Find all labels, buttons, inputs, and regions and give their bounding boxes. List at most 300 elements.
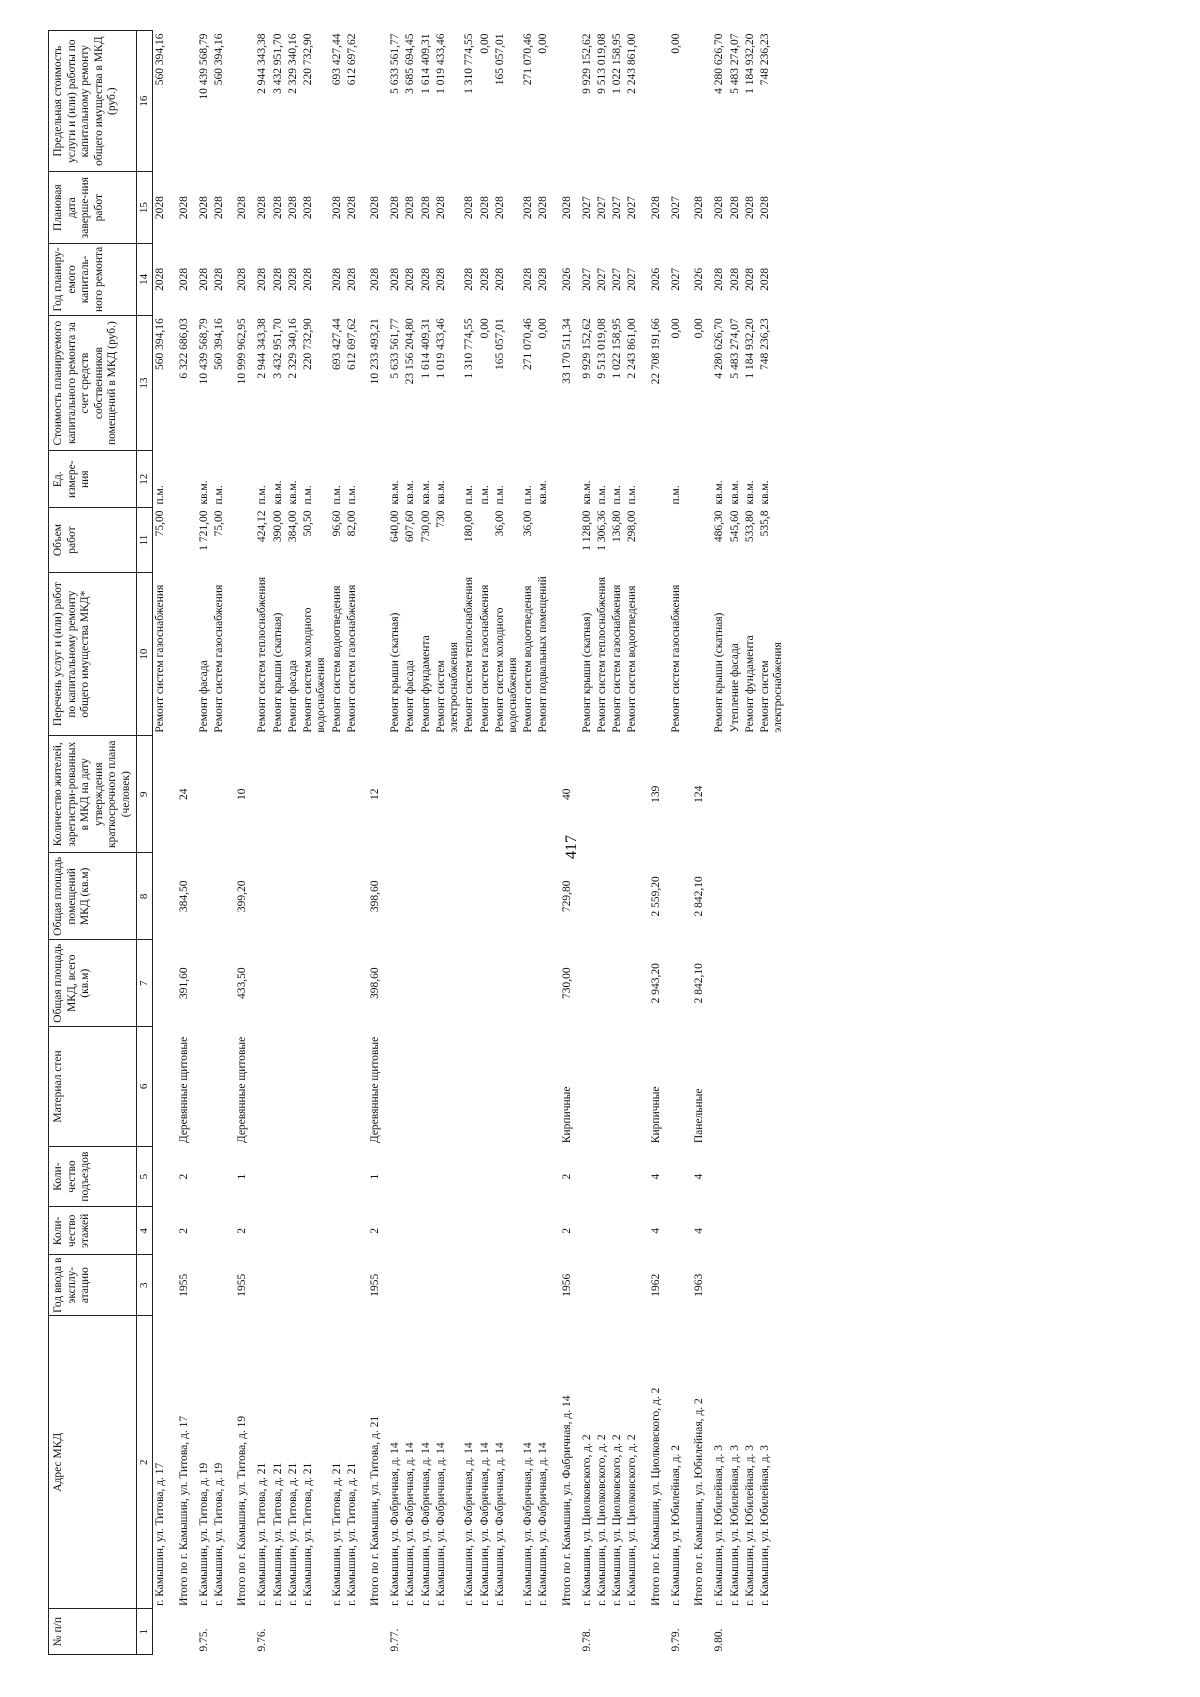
owner-cost-cell: 3 432 951,70 bbox=[271, 318, 284, 379]
completion-date-cell: 2028 bbox=[286, 196, 299, 220]
residents-cell bbox=[462, 736, 477, 853]
unit-cell: п.м. bbox=[626, 485, 639, 505]
completion-date-cell: 2028 bbox=[478, 196, 491, 220]
row-number-cell bbox=[212, 1609, 227, 1655]
max-cost-cell: 2 944 343,38 bbox=[256, 33, 269, 94]
floors-cell: 4 bbox=[693, 1228, 706, 1234]
entrances-cell bbox=[153, 1146, 169, 1207]
total-area-cell bbox=[610, 940, 625, 1027]
residents-cell: 24 bbox=[177, 788, 190, 800]
max-cost-cell: 612 697,62 bbox=[345, 33, 358, 86]
wall-material-cell bbox=[625, 1027, 640, 1146]
max-cost-cell: 220 732,90 bbox=[302, 33, 315, 86]
completion-date-cell: 2027 bbox=[580, 196, 593, 220]
column-number: 2 bbox=[137, 1316, 153, 1609]
completion-date-cell: 2028 bbox=[728, 196, 741, 220]
residents-cell: 124 bbox=[693, 785, 706, 803]
floors-cell: 2 bbox=[177, 1228, 190, 1234]
floors-cell bbox=[255, 1207, 270, 1255]
completion-date-cell: 2028 bbox=[537, 196, 550, 220]
work-type-cell bbox=[552, 573, 580, 736]
work-type-cell: Ремонт систем электроснабжения bbox=[759, 642, 785, 733]
year-built-cell bbox=[330, 1255, 345, 1316]
premises-area-cell bbox=[197, 853, 212, 940]
max-cost-cell: 2 329 340,16 bbox=[286, 33, 299, 94]
total-area-cell bbox=[595, 940, 610, 1027]
completion-date-cell: 2028 bbox=[330, 196, 343, 220]
work-type-cell: Ремонт систем водоотведения bbox=[522, 585, 535, 733]
residents-cell bbox=[610, 736, 625, 853]
wall-material-cell bbox=[669, 1027, 684, 1146]
owner-cost-cell: 560 394,16 bbox=[213, 318, 225, 370]
repair-year-cell: 2028 bbox=[389, 267, 402, 291]
repair-year-cell: 2028 bbox=[256, 267, 269, 291]
owner-cost-cell: 22 708 191,66 bbox=[649, 318, 662, 385]
completion-date-cell: 2028 bbox=[271, 196, 284, 220]
max-cost-cell: 0,00 bbox=[669, 33, 682, 54]
owner-cost-cell: 10 233 493,21 bbox=[368, 318, 381, 385]
entrances-cell bbox=[625, 1146, 640, 1207]
work-volume-cell bbox=[227, 507, 255, 572]
wall-material-cell bbox=[521, 1027, 536, 1146]
completion-date-cell: 2027 bbox=[596, 196, 609, 220]
floors-cell: 2 bbox=[560, 1228, 573, 1234]
residents-cell bbox=[197, 736, 212, 853]
repair-year-cell: 2028 bbox=[213, 267, 225, 291]
wall-material-cell bbox=[478, 1027, 493, 1146]
address-cell: г. Камышин, ул. Фабричная, д. 14 bbox=[463, 1442, 476, 1606]
year-built-cell bbox=[625, 1255, 640, 1316]
year-built-cell: 1955 bbox=[368, 1273, 381, 1297]
premises-area-cell bbox=[743, 853, 758, 940]
table-row bbox=[743, 31, 758, 1655]
completion-date-cell: 2028 bbox=[743, 196, 756, 220]
table-row bbox=[595, 31, 610, 1655]
work-volume-cell: 424,12 bbox=[256, 510, 269, 543]
table-row bbox=[403, 31, 418, 1655]
repair-year-cell: 2028 bbox=[493, 267, 506, 291]
residents-cell bbox=[212, 736, 227, 853]
entrances-cell: 2 bbox=[560, 1173, 573, 1180]
max-cost-cell: 1 310 774,55 bbox=[463, 33, 476, 94]
completion-date-cell: 2028 bbox=[389, 196, 402, 220]
residents-cell: 40 bbox=[560, 788, 573, 800]
premises-area-cell bbox=[521, 853, 536, 940]
address-cell: г. Камышин, ул. Фабричная, д. 14 bbox=[493, 1442, 506, 1606]
residents-cell bbox=[478, 736, 493, 853]
work-type-cell: Ремонт систем газоснабжения bbox=[669, 584, 682, 733]
work-type-cell: Ремонт крыши (скатная) bbox=[580, 612, 593, 733]
entrances-cell bbox=[286, 1146, 301, 1207]
table-row bbox=[521, 31, 536, 1655]
max-cost-cell: 271 070,46 bbox=[522, 33, 535, 86]
max-cost-cell: 3 685 694,45 bbox=[404, 33, 417, 94]
residents-cell bbox=[712, 736, 727, 853]
unit-cell: кв.м. bbox=[271, 480, 284, 505]
entrances-cell bbox=[728, 1146, 743, 1207]
residents-cell bbox=[345, 736, 360, 853]
table-row bbox=[301, 31, 329, 1655]
total-area-cell bbox=[625, 940, 640, 1027]
unit-cell: п.м. bbox=[463, 485, 476, 505]
wall-material-cell bbox=[330, 1027, 345, 1146]
completion-date-cell: 2027 bbox=[626, 196, 639, 220]
owner-cost-cell: 612 697,62 bbox=[345, 318, 358, 370]
total-row bbox=[552, 31, 580, 1655]
table-row bbox=[580, 31, 595, 1655]
work-volume-cell: 1 128,00 bbox=[580, 510, 593, 551]
premises-area-cell bbox=[271, 853, 286, 940]
year-built-cell bbox=[728, 1255, 743, 1316]
completion-date-cell: 2028 bbox=[177, 196, 190, 220]
residents-cell bbox=[743, 736, 758, 853]
address-cell: Итого по г. Камышин, ул. Юбилейная, д. 2 bbox=[693, 1398, 706, 1606]
address-cell: Итого по г. Камышин, ул. Титова, д. 19 bbox=[236, 1415, 249, 1606]
total-area-cell bbox=[493, 940, 521, 1027]
work-volume-cell: 36,00 bbox=[493, 510, 506, 537]
premises-area-cell bbox=[669, 853, 684, 940]
max-cost-cell: 0,00 bbox=[537, 33, 550, 54]
max-cost-cell: 560 394,16 bbox=[213, 33, 225, 86]
floors-cell bbox=[388, 1207, 403, 1255]
work-type-cell: Ремонт систем водоотведения bbox=[330, 585, 343, 733]
total-area-cell bbox=[728, 940, 743, 1027]
completion-date-cell: 2028 bbox=[345, 196, 358, 220]
entrances-cell bbox=[212, 1146, 227, 1207]
repair-year-cell: 2028 bbox=[302, 267, 315, 291]
completion-date-cell: 2028 bbox=[522, 196, 535, 220]
owner-cost-cell: 2 243 861,00 bbox=[626, 318, 639, 379]
year-built-cell bbox=[493, 1255, 521, 1316]
floors-cell bbox=[462, 1207, 477, 1255]
address-cell: г. Камышин, ул. Фабричная, д. 14 bbox=[404, 1442, 417, 1606]
address-cell: г. Камышин, ул. Титова, д. 21 bbox=[330, 1462, 343, 1606]
address-cell: г. Камышин, ул. Фабричная, д. 14 bbox=[478, 1442, 491, 1606]
wall-material-cell: Деревянные щитовые bbox=[236, 1036, 249, 1144]
work-volume-cell bbox=[669, 507, 684, 572]
total-area-cell bbox=[536, 940, 551, 1027]
total-area-cell bbox=[521, 940, 536, 1027]
total-area-cell bbox=[255, 940, 270, 1027]
work-volume-cell: 384,00 bbox=[286, 510, 299, 543]
repair-year-cell: 2027 bbox=[580, 267, 593, 291]
max-cost-cell: 3 432 951,70 bbox=[271, 33, 284, 94]
year-built-cell bbox=[669, 1255, 684, 1316]
entrances-cell bbox=[271, 1146, 286, 1207]
premises-area-cell bbox=[434, 853, 462, 940]
completion-date-cell: 2028 bbox=[213, 196, 225, 220]
owner-cost-cell: 9 513 019,08 bbox=[596, 318, 609, 379]
floors-cell bbox=[743, 1207, 758, 1255]
premises-area-cell bbox=[388, 853, 403, 940]
table-row bbox=[610, 31, 625, 1655]
work-volume-cell: 180,00 bbox=[463, 510, 476, 543]
wall-material-cell bbox=[743, 1027, 758, 1146]
wall-material-cell bbox=[345, 1027, 360, 1146]
premises-area-cell bbox=[462, 853, 477, 940]
address-cell: г. Камышин, ул. Титова, д. 19 bbox=[197, 1462, 210, 1606]
work-type-cell: Ремонт систем газоснабжения bbox=[154, 584, 167, 733]
work-type-cell: Ремонт фундамента bbox=[743, 635, 756, 733]
owner-cost-cell: 693 427,44 bbox=[330, 318, 343, 370]
work-volume-cell bbox=[360, 507, 388, 572]
row-number-cell bbox=[169, 1609, 197, 1655]
work-type-cell: Ремонт систем водоотведения bbox=[626, 585, 639, 733]
floors-cell bbox=[403, 1207, 418, 1255]
premises-area-cell bbox=[212, 853, 227, 940]
row-number-cell bbox=[536, 1609, 551, 1655]
wall-material-cell: Панельные bbox=[693, 1088, 706, 1144]
unit-cell: п.м. bbox=[522, 485, 535, 505]
max-cost-cell bbox=[641, 31, 669, 172]
total-row bbox=[360, 31, 388, 1655]
total-area-cell bbox=[669, 940, 684, 1027]
table-row bbox=[728, 31, 743, 1655]
year-built-cell: 1956 bbox=[560, 1273, 573, 1297]
row-number-cell bbox=[478, 1609, 493, 1655]
completion-date-cell: 2028 bbox=[154, 196, 167, 220]
premises-area-cell: 2 842,10 bbox=[693, 876, 706, 917]
entrances-cell bbox=[478, 1146, 493, 1207]
max-cost-cell bbox=[227, 31, 255, 172]
column-number: 14 bbox=[137, 244, 153, 316]
table-row bbox=[419, 31, 434, 1655]
residents-cell bbox=[255, 736, 270, 853]
repair-year-cell: 2028 bbox=[743, 267, 756, 291]
residents-cell bbox=[286, 736, 301, 853]
year-built-cell bbox=[595, 1255, 610, 1316]
work-volume-cell: 136,80 bbox=[611, 510, 624, 543]
rotated-page-content bbox=[48, 30, 1168, 1655]
max-cost-cell: 2 243 861,00 bbox=[626, 33, 639, 94]
work-type-cell: Ремонт систем газоснабжения bbox=[213, 584, 225, 733]
entrances-cell bbox=[403, 1146, 418, 1207]
floors-cell bbox=[286, 1207, 301, 1255]
owner-cost-cell: 9 929 152,62 bbox=[580, 318, 593, 379]
work-volume-cell: 36,00 bbox=[522, 510, 535, 537]
work-type-cell: Ремонт систем газоснабжения bbox=[611, 584, 624, 733]
year-built-cell bbox=[536, 1255, 551, 1316]
owner-cost-cell: 23 156 204,80 bbox=[404, 318, 417, 385]
table-row bbox=[345, 31, 360, 1655]
premises-area-cell bbox=[580, 853, 595, 940]
owner-cost-cell: 33 170 511,34 bbox=[560, 318, 573, 384]
work-volume-cell: 1 306,36 bbox=[596, 510, 609, 551]
entrances-cell bbox=[419, 1146, 434, 1207]
year-built-cell bbox=[478, 1255, 493, 1316]
row-number-cell bbox=[595, 1609, 610, 1655]
premises-area-cell: 399,20 bbox=[236, 880, 249, 913]
year-built-cell bbox=[580, 1255, 595, 1316]
column-number: 9 bbox=[137, 736, 153, 853]
year-built-cell bbox=[521, 1255, 536, 1316]
owner-cost-cell: 1 614 409,31 bbox=[419, 318, 432, 379]
work-volume-cell: 1 721,00 bbox=[197, 510, 210, 551]
table-row bbox=[212, 31, 227, 1655]
total-row bbox=[169, 31, 197, 1655]
residents-cell: 139 bbox=[649, 785, 662, 803]
table-row bbox=[478, 31, 493, 1655]
max-cost-cell bbox=[360, 31, 388, 172]
address-cell: г. Камышин, ул. Фабричная, д. 14 bbox=[537, 1442, 550, 1606]
entrances-cell: 4 bbox=[693, 1173, 706, 1180]
work-volume-cell: 730 bbox=[434, 510, 447, 528]
row-number-cell: 9.79. bbox=[669, 1628, 682, 1652]
completion-date-cell: 2028 bbox=[236, 196, 249, 220]
unit-cell: п.м. bbox=[478, 485, 491, 505]
wall-material-cell bbox=[271, 1027, 286, 1146]
year-built-cell bbox=[712, 1255, 727, 1316]
table-row bbox=[286, 31, 301, 1655]
premises-area-cell bbox=[403, 853, 418, 940]
completion-date-cell: 2028 bbox=[560, 196, 573, 220]
column-number: 5 bbox=[137, 1146, 153, 1207]
repair-year-cell: 2028 bbox=[522, 267, 535, 291]
row-number-cell bbox=[330, 1609, 345, 1655]
premises-area-cell: 398,60 bbox=[368, 880, 381, 913]
owner-cost-cell: 10 439 568,79 bbox=[197, 318, 210, 385]
year-built-cell bbox=[758, 1255, 786, 1316]
repair-year-cell: 2028 bbox=[463, 267, 476, 291]
work-type-cell: Ремонт систем теплоснабжения bbox=[463, 577, 476, 733]
work-volume-cell bbox=[536, 507, 551, 572]
completion-date-cell: 2028 bbox=[404, 196, 417, 220]
total-area-cell bbox=[286, 940, 301, 1027]
unit-cell bbox=[641, 451, 669, 507]
row-number-cell: 9.78. bbox=[580, 1628, 593, 1652]
owner-cost-cell: 1 022 158,95 bbox=[611, 318, 624, 379]
residents-cell bbox=[301, 736, 329, 853]
header-cell: Плановая дата заверше-ния работ bbox=[49, 172, 137, 244]
total-area-cell bbox=[212, 940, 227, 1027]
unit-cell bbox=[552, 451, 580, 507]
row-number-cell: 9.80. bbox=[713, 1628, 726, 1652]
repair-year-cell: 2028 bbox=[713, 267, 726, 291]
column-number: 13 bbox=[137, 315, 153, 451]
capital-repair-plan-table bbox=[48, 30, 786, 1655]
owner-cost-cell: 5 633 561,77 bbox=[389, 318, 402, 379]
row-number-cell bbox=[743, 1609, 758, 1655]
address-cell: Итого по г. Камышин, ул. Фабричная, д. 14 bbox=[560, 1395, 573, 1606]
column-number: 11 bbox=[137, 507, 153, 572]
repair-year-cell: 2028 bbox=[197, 267, 210, 291]
floors-cell bbox=[536, 1207, 551, 1255]
wall-material-cell bbox=[388, 1027, 403, 1146]
column-number: 16 bbox=[137, 31, 153, 172]
repair-year-cell: 2028 bbox=[154, 267, 167, 291]
row-number-cell bbox=[153, 1609, 169, 1655]
unit-cell: кв.м. bbox=[728, 480, 741, 505]
year-built-cell: 1962 bbox=[649, 1273, 662, 1297]
work-volume-cell: 640,00 bbox=[389, 510, 402, 543]
row-number-cell bbox=[345, 1609, 360, 1655]
unit-cell: кв.м. bbox=[404, 480, 417, 505]
table-body bbox=[153, 31, 787, 1655]
entrances-cell bbox=[462, 1146, 477, 1207]
max-cost-cell bbox=[684, 31, 712, 172]
repair-year-cell: 2028 bbox=[271, 267, 284, 291]
wall-material-cell: Кирпичные bbox=[560, 1086, 573, 1144]
entrances-cell bbox=[330, 1146, 345, 1207]
max-cost-cell bbox=[552, 31, 580, 172]
repair-year-cell: 2027 bbox=[669, 267, 682, 291]
row-number-cell bbox=[684, 1609, 712, 1655]
header-cell: Ед. измере-ния bbox=[49, 451, 137, 507]
residents-cell bbox=[434, 736, 462, 853]
floors-cell bbox=[728, 1207, 743, 1255]
entrances-cell bbox=[197, 1146, 212, 1207]
completion-date-cell: 2028 bbox=[649, 196, 662, 220]
floors-cell: 2 bbox=[368, 1228, 381, 1234]
entrances-cell bbox=[610, 1146, 625, 1207]
repair-year-cell: 2028 bbox=[330, 267, 343, 291]
floors-cell bbox=[478, 1207, 493, 1255]
year-built-cell bbox=[345, 1255, 360, 1316]
completion-date-cell: 2028 bbox=[493, 196, 506, 220]
column-number-row bbox=[137, 31, 153, 1655]
floors-cell: 4 bbox=[649, 1228, 662, 1234]
owner-cost-cell: 4 280 626,70 bbox=[713, 318, 726, 379]
floors-cell bbox=[669, 1207, 684, 1255]
owner-cost-cell: 220 732,90 bbox=[302, 318, 315, 370]
work-type-cell bbox=[641, 573, 669, 736]
row-number-cell bbox=[403, 1609, 418, 1655]
residents-cell bbox=[493, 736, 521, 853]
work-type-cell: Ремонт систем электроснабжения bbox=[434, 642, 461, 733]
wall-material-cell: Кирпичные bbox=[649, 1086, 662, 1144]
owner-cost-cell: 2 944 343,38 bbox=[256, 318, 269, 379]
floors-cell bbox=[712, 1207, 727, 1255]
entrances-cell: 2 bbox=[177, 1173, 190, 1180]
owner-cost-cell: 748 236,23 bbox=[759, 318, 771, 370]
repair-year-cell: 2028 bbox=[434, 267, 447, 291]
premises-area-cell bbox=[345, 853, 360, 940]
total-area-cell bbox=[153, 940, 169, 1027]
residents-cell bbox=[388, 736, 403, 853]
row-number-cell bbox=[625, 1609, 640, 1655]
max-cost-cell: 10 439 568,79 bbox=[197, 33, 210, 100]
residents-cell bbox=[536, 736, 551, 853]
table-row bbox=[153, 31, 169, 1655]
entrances-cell: 1 bbox=[236, 1173, 249, 1180]
max-cost-cell: 9 513 019,08 bbox=[596, 33, 609, 94]
wall-material-cell bbox=[728, 1027, 743, 1146]
work-volume-cell bbox=[684, 507, 712, 572]
row-number-cell bbox=[227, 1609, 255, 1655]
wall-material-cell: Деревянные щитовые bbox=[368, 1036, 381, 1144]
floors-cell bbox=[345, 1207, 360, 1255]
table-row bbox=[625, 31, 640, 1655]
max-cost-cell: 0,00 bbox=[478, 33, 491, 54]
entrances-cell bbox=[255, 1146, 270, 1207]
premises-area-cell bbox=[728, 853, 743, 940]
header-cell: Общая площадь МКД, всего (кв.м) bbox=[49, 940, 137, 1027]
header-cell: № п/п bbox=[49, 1609, 137, 1655]
row-number-cell: 9.75. bbox=[197, 1628, 210, 1652]
premises-area-cell bbox=[536, 853, 551, 940]
entrances-cell bbox=[388, 1146, 403, 1207]
repair-year-cell: 2027 bbox=[626, 267, 639, 291]
entrances-cell bbox=[434, 1146, 462, 1207]
floors-cell bbox=[625, 1207, 640, 1255]
address-cell: г. Камышин, ул. Титова, д. 19 bbox=[213, 1462, 225, 1606]
wall-material-cell bbox=[758, 1027, 786, 1146]
total-area-cell bbox=[580, 940, 595, 1027]
owner-cost-cell: 165 057,01 bbox=[493, 318, 506, 370]
floors-cell bbox=[493, 1207, 521, 1255]
work-type-cell: Ремонт систем теплоснабжения bbox=[256, 577, 269, 733]
row-number-cell bbox=[360, 1609, 388, 1655]
